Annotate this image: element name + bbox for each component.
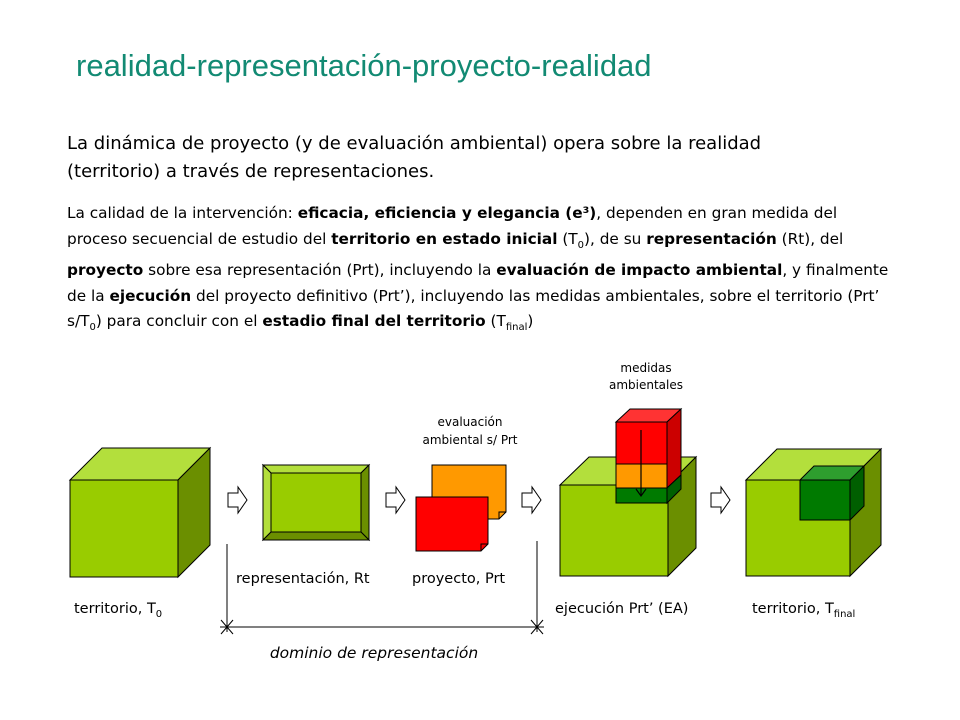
arrow-right-icon	[522, 487, 541, 513]
text-part: (T	[557, 229, 578, 248]
bold-term: estadio final del territorio	[262, 312, 486, 331]
representation-frame	[263, 465, 369, 540]
arrow-right-icon	[711, 487, 730, 513]
arrow-right-icon	[386, 487, 405, 513]
subscript: final	[505, 322, 528, 334]
text-part: (Rt), del	[776, 229, 844, 248]
measures-label-line1: medidas	[620, 361, 672, 375]
environmental-measures-block	[616, 409, 681, 503]
text-part: ) para concluir con el	[95, 312, 263, 331]
intro-text: La dinámica de proyecto (y de evaluación ambiental) opera sobre la realidad (territorio) a través de representaciones.	[67, 133, 762, 182]
bold-term: evaluación de impacto ambiental	[496, 261, 783, 280]
text-part: )	[527, 312, 534, 331]
text-part: territorio, T	[752, 601, 834, 617]
bold-term: representación	[646, 229, 777, 248]
bold-term: proyecto	[67, 261, 144, 280]
execution-label: ejecución Prt’ (EA)	[555, 601, 689, 617]
domain-bracket	[220, 541, 544, 634]
evaluation-label-line2: ambiental s/ Prt	[422, 433, 518, 447]
subscript: 0	[89, 322, 96, 334]
text-part: (T	[485, 312, 506, 331]
measures-label-line2: ambientales	[608, 378, 684, 392]
bold-term: ejecución	[109, 286, 192, 305]
representation-label: representación, Rt	[236, 571, 370, 587]
page-title: realidad-representación-proyecto-realidad	[76, 48, 652, 83]
territory-initial-cube	[70, 448, 210, 577]
bold-term: territorio en estado inicial	[331, 229, 558, 248]
subscript: 0	[155, 609, 163, 620]
territory-final-label	[752, 601, 855, 620]
subscript: 0	[577, 239, 585, 251]
domain-label: dominio de representación	[269, 644, 479, 662]
territory-final-cube	[746, 449, 881, 576]
text-part: , y finalmente de la	[67, 261, 889, 305]
text-part: territorio, T	[74, 601, 156, 617]
project-documents	[416, 465, 506, 551]
text-part: sobre esa representación (Prt), incluyendo la	[143, 261, 497, 280]
territory-initial-label	[74, 601, 162, 620]
text-part: , dependen en gran medida del proceso secuencial de estudio del	[67, 204, 838, 248]
text-part: La calidad de la intervención:	[67, 204, 298, 222]
evaluation-label-line1: evaluación	[437, 415, 503, 429]
project-label: proyecto, Prt	[412, 571, 506, 587]
subscript: final	[833, 609, 856, 620]
arrow-right-icon	[228, 487, 247, 513]
text-part: ), de su	[584, 229, 647, 248]
bold-term: eficacia, eficiencia y elegancia (e³)	[297, 204, 597, 222]
text-part: del proyecto definitivo (Prt’), incluyendo las medidas ambientales, sobre el territorio (Prt’ s/T	[67, 286, 880, 331]
